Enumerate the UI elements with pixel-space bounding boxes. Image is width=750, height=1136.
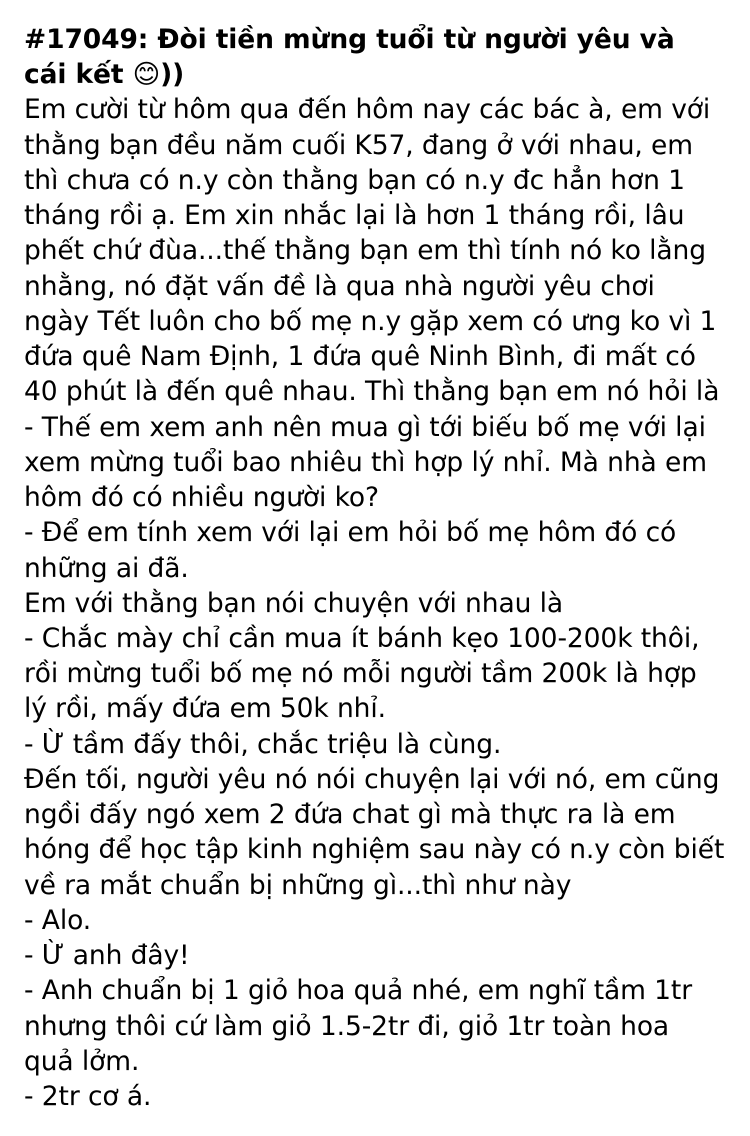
post-paragraph: Em cười từ hôm qua đến hôm nay các bác à, em với thằng bạn đều năm cuối K57, đang ở với nhau, em thì chưa có n.y còn thằng bạn có n.y đc hẳn hơn 1 tháng rồi ạ. Em xin nhắc lại là hơn 1 tháng rồi, lâu phết chứ đùa...thế thằng bạn em thì tính nó ko lằng nhằng, nó đặt vấn đề là qua nhà người yêu chơi ngày Tết luôn cho bố mẹ n.y gặp xem có ưng ko vì 1 đứa quê Nam Định, 1 đứa quê Ninh Bình, đi mất có 40 phút là đến quê nhau. Thì thằng bạn em nó hỏi là xyxy=(24,94,725,408)
post-paragraph: - Ừ tầm đấy thôi, chắc triệu là cùng. xyxy=(24,728,502,760)
post-paragraph: Em với thằng bạn nói chuyện với nhau là xyxy=(24,587,564,619)
post-paragraph: - Anh chuẩn bị 1 giỏ hoa quả nhé, em nghĩ tầm 1tr nhưng thôi cứ làm giỏ 1.5-2tr đi, giỏ 1tr toàn hoa quả lởm. xyxy=(24,975,701,1077)
post-paragraph: - 2tr cơ á. xyxy=(24,1081,152,1113)
post-title: #17049: Đòi tiền mừng tuổi từ người yêu và cái kết 😊)) xyxy=(24,24,684,91)
post-paragraph: - Alo. xyxy=(24,904,92,936)
post-paragraph: - Chắc mày chỉ cần mua ít bánh kẹo 100-200k thôi, rồi mừng tuổi bố mẹ nó mỗi người tầm 200k là hợp lý rồi, mấy đứa em 50k nhỉ. xyxy=(24,622,708,725)
post-paragraph: - Thế em xem anh nên mua gì tới biếu bố mẹ với lại xem mừng tuổi bao nhiêu thì hợp lý nhỉ. Mà nhà em hôm đó có nhiều người ko? xyxy=(24,411,716,514)
post-paragraph: - Ừ anh đây! xyxy=(24,940,190,972)
post-paragraph: - Để em tính xem với lại em hỏi bố mẹ hôm đó có những ai đã. xyxy=(24,517,685,584)
post-paragraph: Đến tối, người yêu nó nói chuyện lại với nó, em cũng ngồi đấy ngó xem 2 đứa chat gì mà thực ra là em hóng để học tập kinh nghiệm sau này có n.y còn biết về ra mắt chuẩn bị những gì...thì như này xyxy=(24,763,733,901)
